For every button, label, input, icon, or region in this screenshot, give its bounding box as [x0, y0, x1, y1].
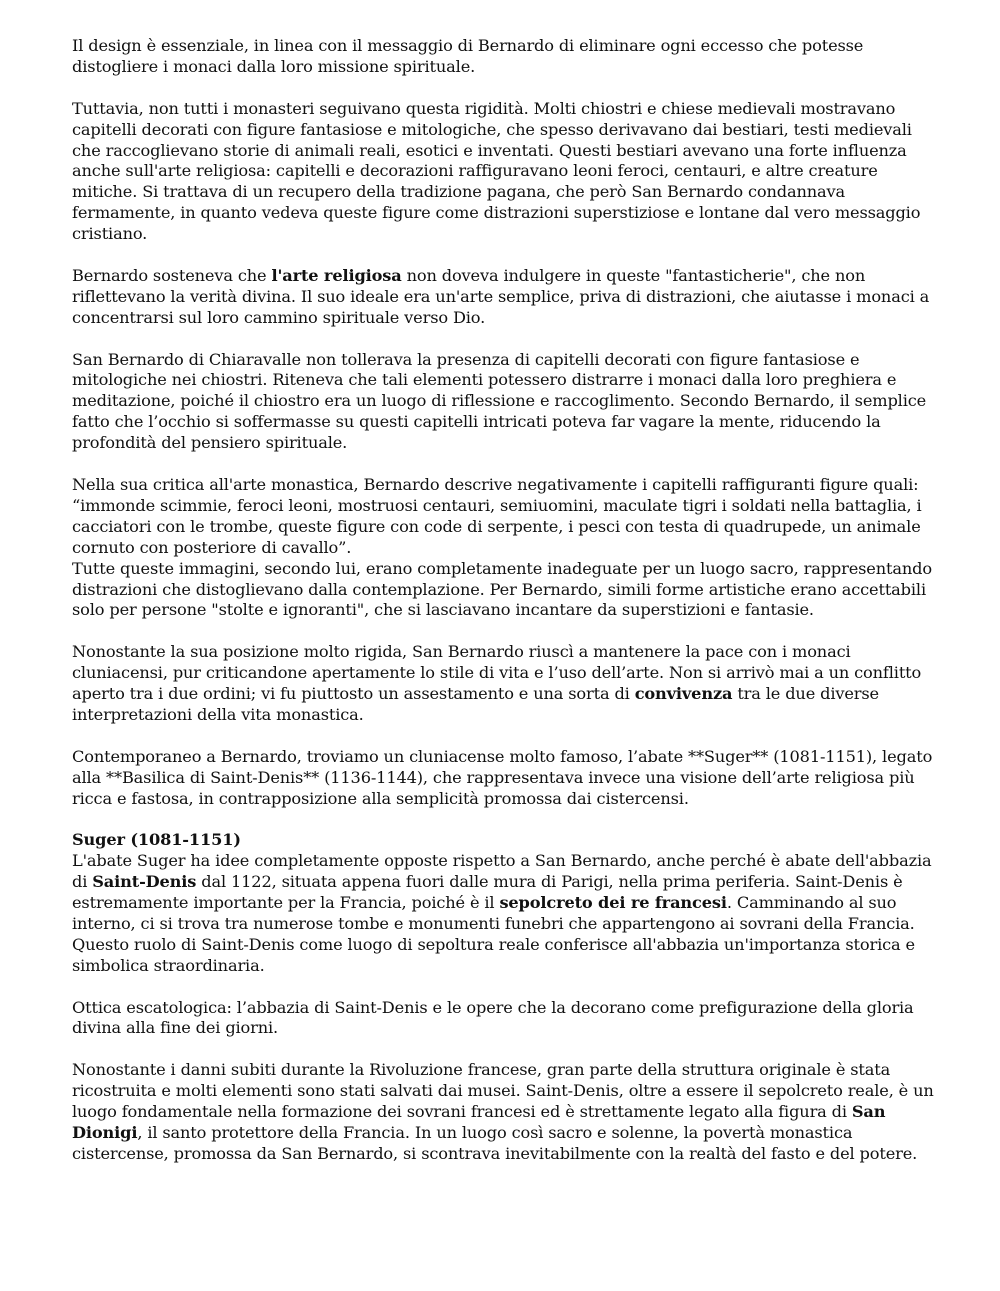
- paragraph-text: Nella sua critica all'arte monastica, Bernardo descrive negativamente i capitelli raffiguranti figure quali: “immonde scimmie, feroci leoni, mostruosi centauri, semiuomini, maculate tigri i soldati nella battaglia, i cacciatori con le trombe, queste figure con code di serpente, i pesci con testa di quadrupede, un animale cornuto con posteriore di cavallo”.: [72, 474, 922, 557]
- bold-term: sepolcreto dei re francesi: [499, 893, 727, 913]
- paragraph-rivoluzione: [72, 1060, 942, 1165]
- bold-term: San Dionigi: [72, 1102, 886, 1142]
- paragraph-text: Tuttavia, non tutti i monasteri seguivano questa rigidità. Molti chiostri e chiese medievali mostravano capitelli decorati con figure fantasiose e mitologiche, che spesso derivavano dai bestiari, testi medievali che raccoglievano storie di animali reali, esotici e inventati. Questi bestiari avevano una forte influenza anche sull'arte religiosa: capitelli e decorazioni raffiguravano leoni feroci, centauri, e altre creature mitiche. Si trattava di un recupero della tradizione pagana, che però San Bernardo condannava fermamente, in quanto vedeva queste figure come distrazioni superstiziose e lontane dal vero messaggio cristiano.: [72, 98, 921, 244]
- paragraph-text: non doveva indulgere in queste "fantasticherie", che non riflettevano la verità divina. Il suo ideale era un'arte semplice, priva di distrazioni, che aiutasse i monaci a concentrarsi sul loro cammino spirituale verso Dio.: [72, 265, 930, 327]
- paragraph-text: L'abate Suger ha idee completamente opposte rispetto a San Bernardo, anche perché è abate dell'abbazia di: [72, 851, 932, 892]
- section-heading-suger: Suger (1081-1151): [72, 830, 241, 850]
- paragraph-text: Il design è essenziale, in linea con il messaggio di Bernardo di eliminare ogni eccesso che potesse distogliere i monaci dalla loro missione spirituale.: [72, 36, 864, 76]
- paragraph-critica: [72, 475, 942, 559]
- paragraph-immagini: [72, 559, 942, 622]
- paragraph-text: Ottica escatologica: l’abbazia di Saint-Denis e le opere che la decorano come prefigurazione della gloria divina alla fine dei giorni.: [72, 997, 914, 1038]
- paragraph-text: San Bernardo di Chiaravalle non tollerava la presenza di capitelli decorati con figure fantasiose e mitologiche nei chiostri. Riteneva che tali elementi potessero distrarre i monaci dalla loro preghiera e meditazione, poiché il chiostro era un luogo di riflessione e raccoglimento. Secondo Bernardo, il semplice fatto che l’occhio si soffermasse su questi capitelli intricati poteva far vagare la mente, riducendo la profondità del pensiero spirituale.: [72, 349, 927, 453]
- bold-term: l'arte religiosa: [271, 265, 402, 285]
- paragraph-convivenza: [72, 642, 942, 726]
- paragraph-text: . Camminando al suo interno, ci si trova tra numerose tombe e monumenti funebri che appartengono ai sovrani della Francia. Questo ruolo di Saint-Denis come luogo di sepoltura reale conferisce all'abbazia un'importanza storica e simbolica straordinaria.: [72, 893, 915, 975]
- paragraph-escatologica: [72, 998, 942, 1040]
- paragraph-text: Contemporaneo a Bernardo, troviamo un cluniacense molto famoso, l’abate **Suger** (1081-1151), legato alla **Basilica di Saint-Denis** (1136-1144), che rappresentava invece una visione dell’arte religiosa più ricca e fastosa, in contrapposizione alla semplicità promossa dai cistercensi.: [72, 746, 933, 808]
- paragraph-text: Bernardo sosteneva che: [72, 265, 272, 285]
- paragraph-text: Nonostante la sua posizione molto rigida, San Bernardo riuscì a mantenere la pace con i monaci cluniacensi, pur criticandone apertamente lo stile di vita e l’uso dell’arte. Non si arrivò mai a un conflitto aperto tra i due ordini; vi fu piuttosto un assestamento e una sorta di: [72, 642, 922, 704]
- paragraph-text: tra le due diverse interpretazioni della vita monastica.: [72, 684, 879, 724]
- paragraph-suger: [72, 851, 942, 976]
- paragraph-text: dal 1122, situata appena fuori dalle mura di Parigi, nella prima periferia. Saint-Denis è estremamente importante per la Francia, poiché è il: [72, 872, 903, 913]
- paragraph-text: Nonostante i danni subiti durante la Rivoluzione francese, gran parte della struttura originale è stata ricostruita e molti elementi sono stati salvati dai musei. Saint-Denis, oltre a essere il sepolcreto reale, è un luogo fondamentale nella formazione dei sovrani francesi ed è strettamente legato alla figura di: [72, 1060, 934, 1122]
- paragraph-text: Tutte queste immagini, secondo lui, erano completamente inadeguate per un luogo sacro, rappresentando distrazioni che distoglievano dalla contemplazione. Per Bernardo, simili forme artistiche erano accettabili solo per persone "stolte e ignoranti", che si lasciavano incantare da superstizioni e fantasie.: [72, 558, 932, 620]
- paragraph-arte-religiosa: [72, 266, 942, 329]
- paragraph-chiaravalle: [72, 350, 942, 455]
- paragraph-design: [72, 36, 942, 78]
- document-body: [72, 36, 942, 1186]
- paragraph-contemporaneo: [72, 747, 942, 810]
- bold-term: Saint-Denis: [92, 872, 197, 892]
- bold-term: convivenza: [634, 684, 733, 704]
- paragraph-text: , il santo protettore della Francia. In un luogo così sacro e solenne, la povertà monastica cistercense, promossa da San Bernardo, si scontrava inevitabilmente con la realtà del fasto e del potere.: [72, 1122, 918, 1163]
- paragraph-bestiari: [72, 99, 942, 245]
